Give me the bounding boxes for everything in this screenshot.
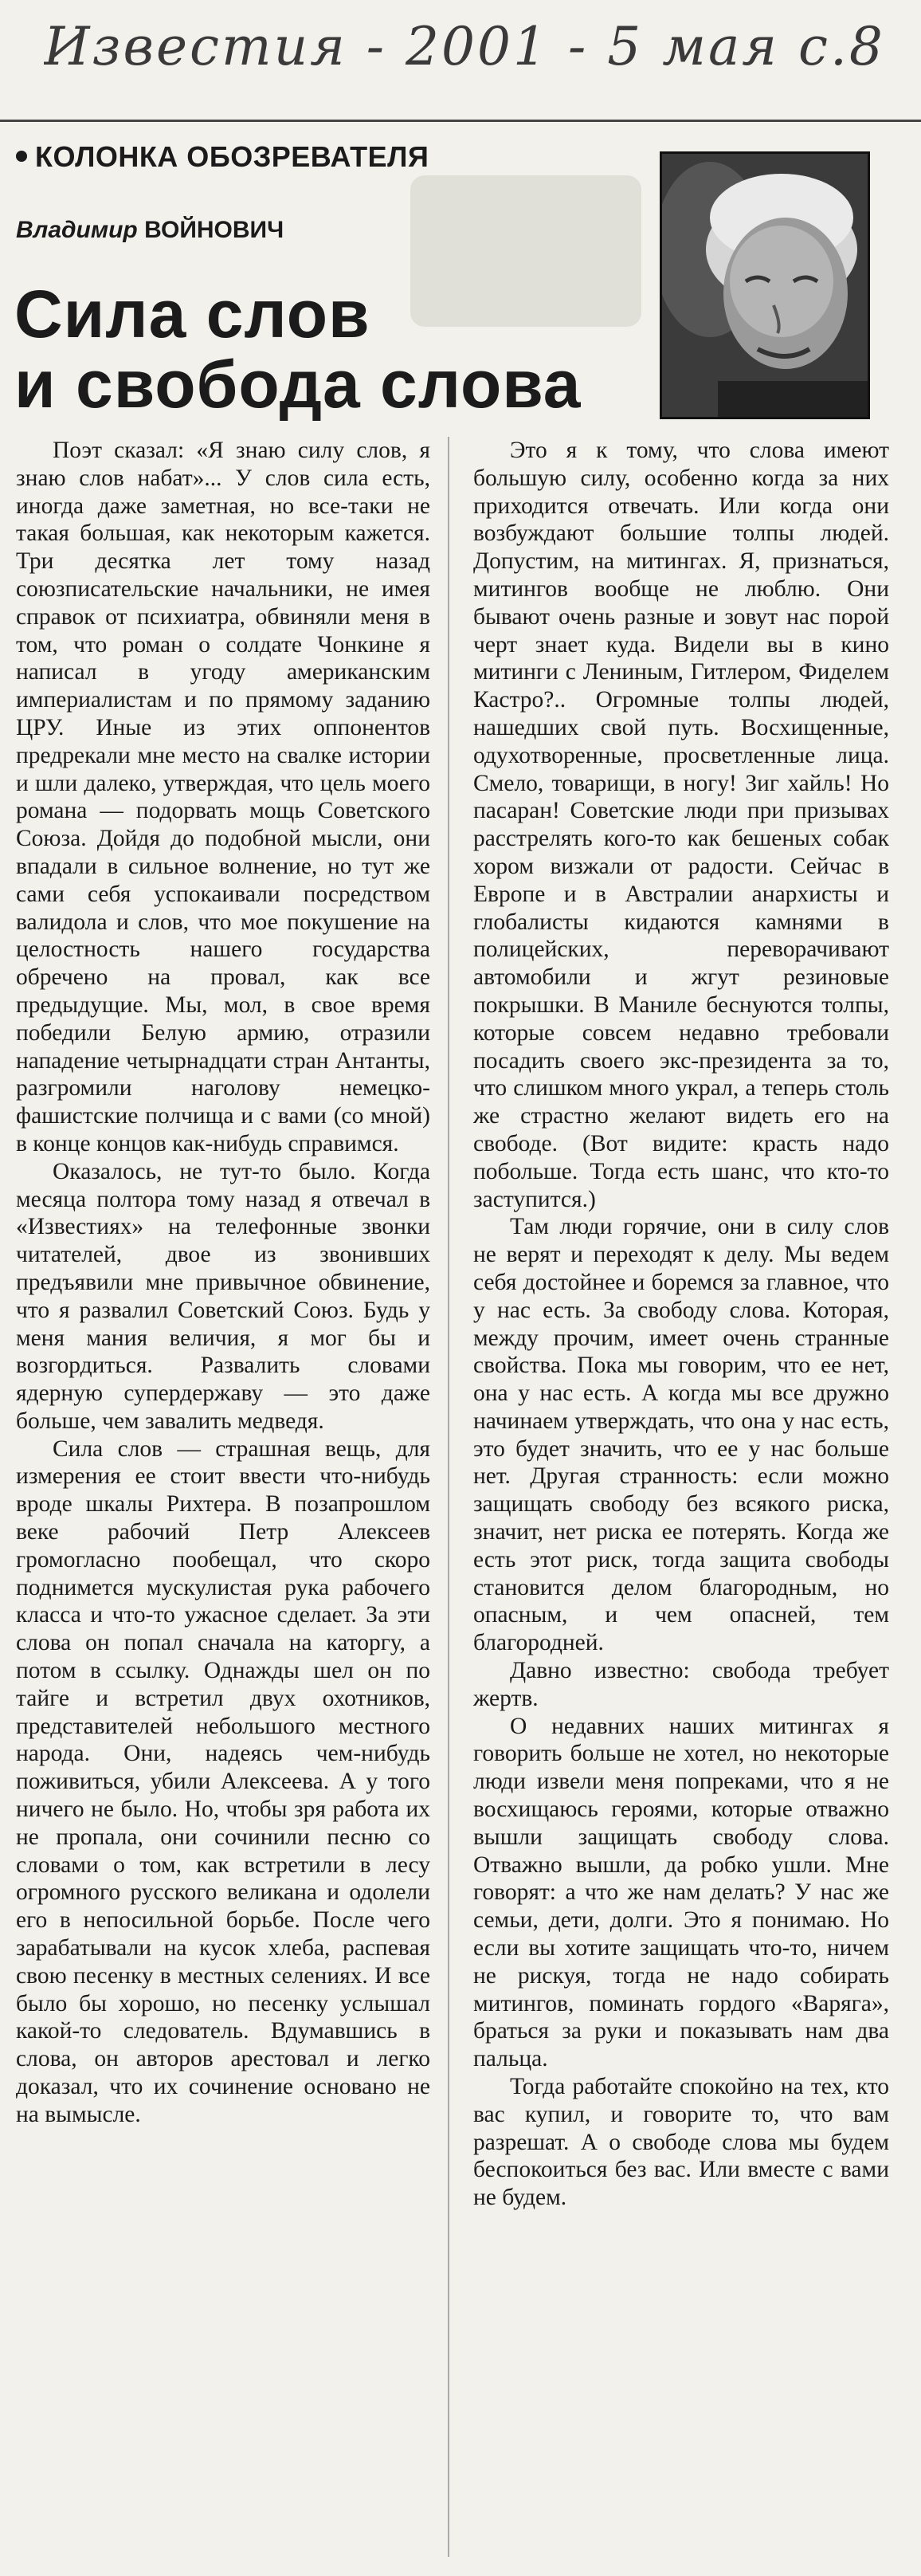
article-column-left [16,437,430,2129]
title-line-1: Сила слов [14,277,370,351]
author-portrait-icon [662,154,868,417]
paragraph: Это я к тому, что слова имеют большую силу, особенно когда за них приходится отвечать. Или когда они возбуждают большие толпы людей. Допустим, на митингах. Я, признаться, митингов вообще не люблю. Они бывают очень разные и зовут нас порой черт знает куда. Видели вы в кино митинги с Лениным, Гитлером, Фиделем Кастро?.. Огромные толпы людей, нашедших свой путь. Восхищенные, одухотворенные, просветленные лица. Смело, товарищи, в ногу! Зиг хайль! Но пасаран! Советские люди при призывах расстрелять кого-то как бешеных собак хором визжали от радости. Сейчас в Европе и в Австралии анархисты и глобалисты кидаются камнями в полицейских, переворачивают автомобили и жгут резиновые покрышки. В Маниле беснуются толпы, которые совсем недавно требовали посадить своего экс-президента за то, что слишком много украл, а теперь столь же страстно желают видеть его на свободе. (Вот видите: красть надо побольше. Тогда есть шанс, что кто-то заступится.) [473,438,889,1212]
title-line-2: и свобода слова [14,347,582,422]
paragraph: Поэт сказал: «Я знаю силу слов, я знаю слов набат»... У слов сила есть, иногда даже заметная, но все-таки не такая большая, как некоторым кажется. Три десятка лет тому назад союзписательские начальники, не имея справок от психиатра, обвиняли меня в том, что роман о солдате Чонкине я написал в угоду американским империалистам и по прямому заданию ЦРУ. Иные из этих оппонентов предрекали мне место на свалке истории и шли далеко, утверждая, что цель моего романа — подорвать мощь Советского Союза. Дойдя до подобной мысли, они впадали в сильное волнение, но тут же сами себя успокаивали посредством валидола и слов, что мое покушение на целостность нашего государства обречено на провал, как все предыдущие. Мы, мол, в свое время победили Белую армию, отразили нападение четырнадцати стран Антанты, разгромили наголову немецко-фашистские полчища и с вами (со мной) в конце концов как-нибудь справимся. [16,438,430,1156]
rubric-label [16,140,429,174]
handwritten-source-note: Известия - 2001 - 5 мая с.8 [44,16,885,77]
rubric-text: КОЛОНКА ОБОЗРЕВАТЕЛЯ [35,140,429,173]
paragraph: Оказалось, не тут-то было. Когда месяца полтора тому назад я отвечал в «Известиях» на телефонные звонки читателей, двое из звонивших предъявили мне привычное обвинение, что я развалил Советский Союз. Будь у меня мания величия, я мог бы и возгордиться. Развалить словами ядерную супердержаву — это даже больше, чем завалить медведя. [16,1158,430,1434]
paragraph: Тогда работайте спокойно на тех, кто вас купил, и говорите то, что вам разрешат. А о свободе слова мы будем беспокоиться без вас. Или вместе с вами не будем. [473,2074,889,2211]
author-last-name: ВОЙНОВИЧ [144,217,284,243]
paragraph: Сила слов — страшная вещь, для измерения ее стоит ввести что-нибудь вроде шкалы Рихтера. В позапрошлом веке рабочий Петр Алексеев громогласно пообещал, что скоро поднимется мускулистая рука рабочего класса и что-то ужасное сделает. За эти слова он попал сначала на каторгу, а потом в ссылку. Однажды шел он по тайге и встретил двух охотников, представителей небольшого местного народа. Они, надеясь чем-нибудь поживиться, убили Алексеева. А у того ничего не было. Но, чтобы зря работа их не пропала, они сочинили песню со словами о том, как встретили в лесу огромного русского великана и одолели его в непосильной борьбе. После чего зарабатывали на кусок хлеба, распевая свою песенку в местных селениях. И все было бы хорошо, но песенку услышал какой-то следователь. Вдумавшись в слова, он авторов арестовал и легко доказал, что их сочинение основано не на вымысле. [16,1435,430,2127]
bullet-icon [16,151,27,162]
author-photo [660,151,870,419]
paragraph: Давно известно: свобода требует жертв. [473,1658,889,1711]
article-column-right [473,437,889,2212]
author-first-name: Владимир [16,217,138,243]
paragraph: О недавних наших митингах я говорить больше не хотел, но некоторые люди извели меня попреками, что я не восхищаюсь героями, которые отважно вышли защищать свободу слова. Отважно вышли, да робко ушли. Мне говорят: а что же нам делать? У нас же семьи, дети, долги. Это я понимаю. Но если вы хотите защищать что-то, ничем не рискуя, тогда не надо собирать митингов, поминать гордого «Варяга», браться за руки и показывать нам два пальца. [473,1713,889,2072]
header-rule [0,120,921,122]
paragraph: Там люди горячие, они в силу слов не верят и переходят к делу. Мы ведем себя достойнее и боремся за главное, что у нас есть. За свободу слова. Которая, между прочим, имеет очень странные свойства. Пока мы говорим, что ее нет, она у нас есть. А когда мы все дружно начинаем утверждать, что она у нас есть, это будет значить, что ее у нас больше нет. Другая странность: если можно защищать свободу без всякого риска, значит, нет риска ее потерять. Когда же есть этот риск, тогда защита свободы становится делом благородным, но опасным, и чем опасней, тем благородней. [473,1214,889,1656]
author-byline [16,217,284,244]
article-title [14,277,652,422]
column-divider [448,437,449,2557]
